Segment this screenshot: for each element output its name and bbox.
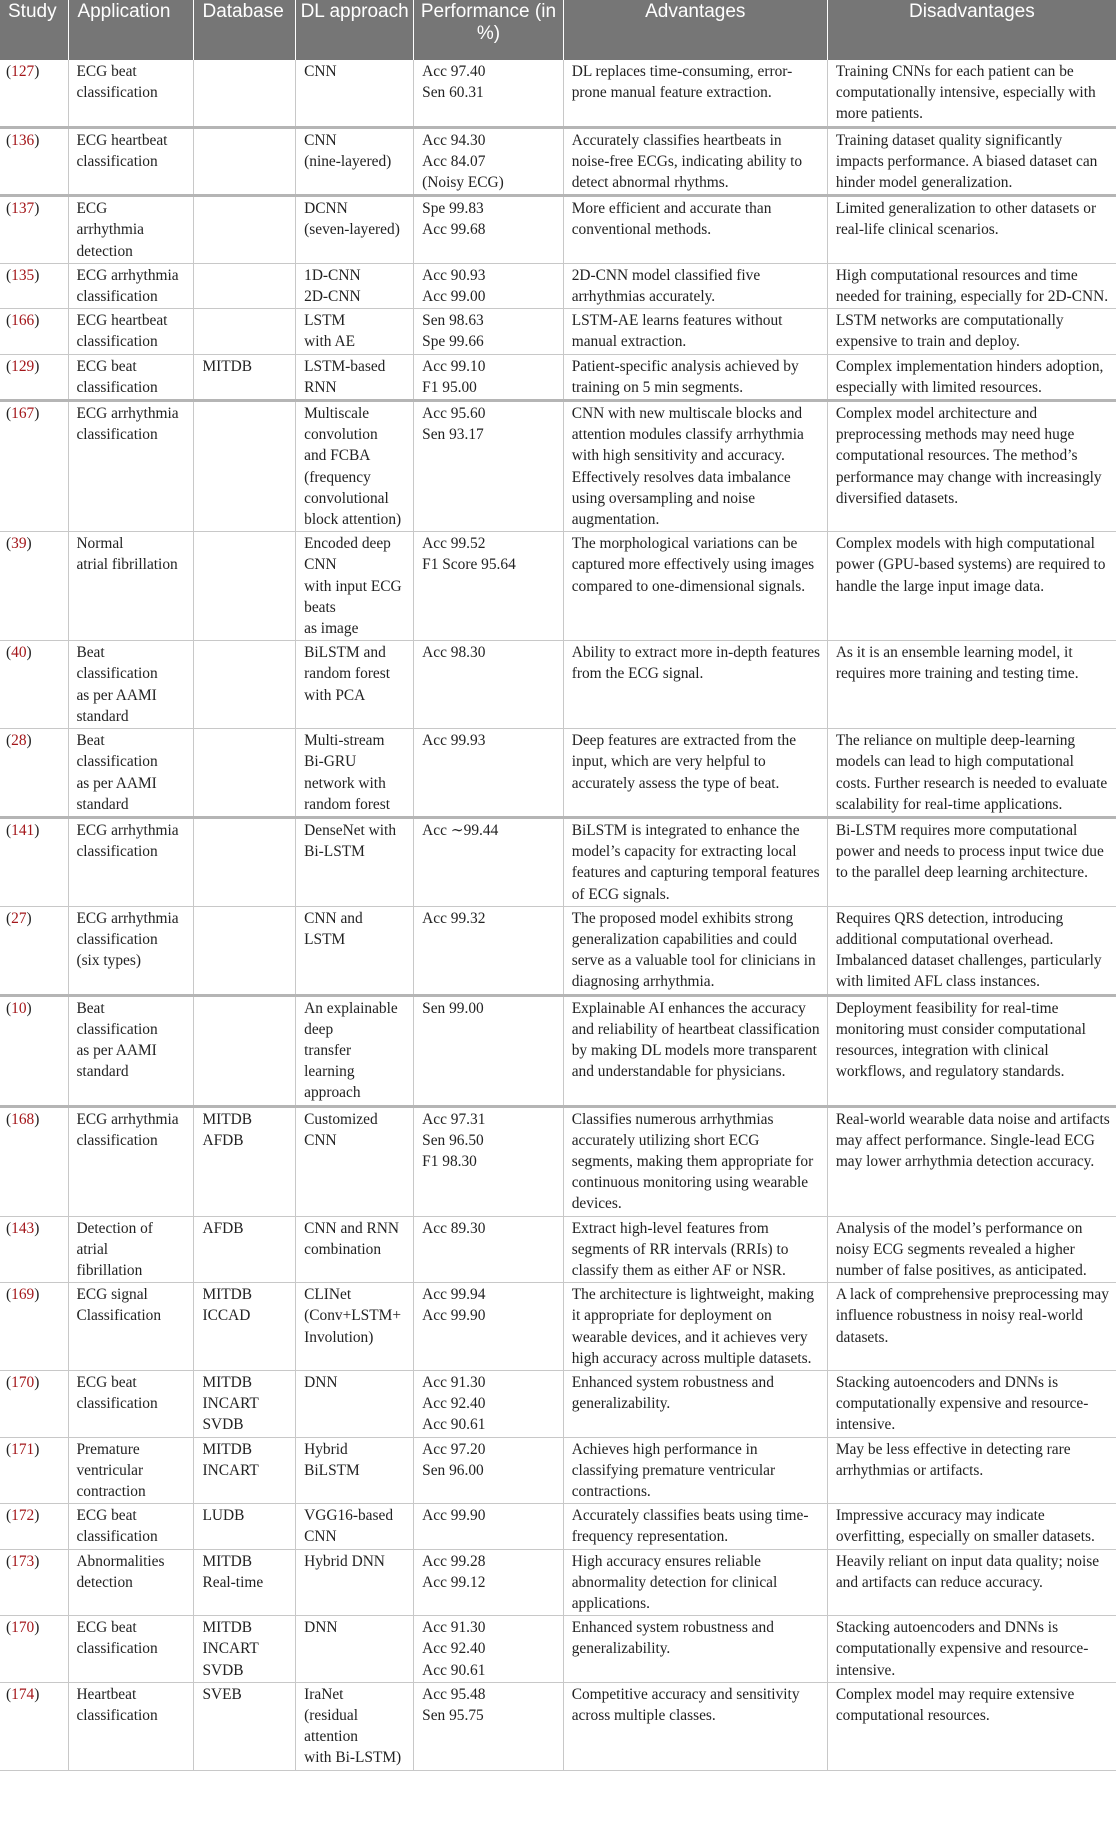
cell-advantages: Extract high-level features from segments of RR intervals (RRIs) to classify them as either AF or NSR. — [563, 1216, 827, 1283]
cell-advantages: Competitive accuracy and sensitivity across multiple classes. — [563, 1682, 827, 1770]
cell-database — [194, 995, 296, 1106]
table-row — [0, 1549, 1116, 1616]
study-reference-link[interactable]: 169 — [11, 1286, 35, 1304]
cell-disadvantages: May be less effective in detecting rare arrhythmias or artifacts. — [827, 1437, 1116, 1504]
cell-disadvantages: LSTM networks are computationally expensive to train and deploy. — [827, 309, 1116, 354]
cell-study: (141) — [0, 817, 69, 906]
cell-database: MITDB INCART — [194, 1437, 296, 1504]
cell-application: Premature ventricular contraction — [69, 1437, 194, 1504]
cell-database — [194, 817, 296, 906]
cell-advantages: Ability to extract more in-depth features from the ECG signal. — [563, 641, 827, 729]
cell-disadvantages: Training CNNs for each patient can be computationally intensive, especially with more patients. — [827, 60, 1116, 127]
cell-dl-approach: CNN and RNN combination — [296, 1216, 414, 1283]
cell-advantages: Achieves high performance in classifying premature ventricular contractions. — [563, 1437, 827, 1504]
cell-study: (129) — [0, 354, 69, 400]
table-row — [0, 401, 1116, 532]
cell-dl-approach: DCNN (seven-layered) — [296, 196, 414, 264]
table-row — [0, 1216, 1116, 1283]
cell-performance: Sen 99.00 — [414, 995, 564, 1106]
table-row — [0, 60, 1116, 127]
cell-study: (39) — [0, 532, 69, 641]
table-row — [0, 729, 1116, 818]
table-row — [0, 817, 1116, 906]
cell-disadvantages: Stacking autoencoders and DNNs is computationally expensive and resource-intensive. — [827, 1616, 1116, 1683]
header-application: Application — [69, 0, 194, 60]
study-reference-link[interactable]: 27 — [11, 909, 27, 927]
cell-performance: Acc 99.52 F1 Score 95.64 — [414, 532, 564, 641]
cell-performance: Acc 99.94 Acc 99.90 — [414, 1283, 564, 1371]
cell-application: Heartbeat classification — [69, 1682, 194, 1770]
cell-application: ECG arrhythmia classification — [69, 401, 194, 532]
study-reference-link[interactable]: 173 — [11, 1552, 35, 1570]
cell-disadvantages: Limited generalization to other datasets or real-life clinical scenarios. — [827, 196, 1116, 264]
cell-application: Detection of atrial fibrillation — [69, 1216, 194, 1283]
cell-application: ECG beat classification — [69, 60, 194, 127]
study-reference-link[interactable]: 141 — [11, 821, 35, 839]
cell-disadvantages: Complex model architecture and preprocessing methods may need huge computational resources. The method’s performance may change with increasingly diversified datasets. — [827, 401, 1116, 532]
cell-dl-approach: LSTM-based RNN — [296, 354, 414, 400]
table-row — [0, 1616, 1116, 1683]
cell-application: ECG arrhythmia classification (six types) — [69, 906, 194, 995]
cell-advantages: Accurately classifies beats using time-frequency representation. — [563, 1504, 827, 1549]
header-advantages: Advantages — [563, 0, 827, 60]
cell-application: Abnormalities detection — [69, 1549, 194, 1616]
table-row — [0, 641, 1116, 729]
cell-disadvantages: Training dataset quality significantly impacts performance. A biased dataset can hinder model generalization. — [827, 127, 1116, 196]
cell-study: (40) — [0, 641, 69, 729]
cell-dl-approach: Hybrid BiLSTM — [296, 1437, 414, 1504]
cell-study: (174) — [0, 1682, 69, 1770]
cell-dl-approach: IraNet (residual attention with Bi-LSTM) — [296, 1682, 414, 1770]
study-reference-link[interactable]: 168 — [11, 1110, 35, 1128]
cell-performance: Acc 94.30 Acc 84.07 (Noisy ECG) — [414, 127, 564, 196]
cell-dl-approach: CNN and LSTM — [296, 906, 414, 995]
cell-disadvantages: Bi-LSTM requires more computational power and needs to process input twice due to the parallel deep learning architecture. — [827, 817, 1116, 906]
cell-disadvantages: High computational resources and time needed for training, especially for 2D-CNN. — [827, 263, 1116, 308]
cell-advantages: The proposed model exhibits strong generalization capabilities and could serve as a valuable tool for clinicians in diagnosing arrhythmia. — [563, 906, 827, 995]
cell-study: (173) — [0, 1549, 69, 1616]
cell-study: (170) — [0, 1370, 69, 1437]
cell-dl-approach: Hybrid DNN — [296, 1549, 414, 1616]
cell-advantages: High accuracy ensures reliable abnormality detection for clinical applications. — [563, 1549, 827, 1616]
study-reference-link[interactable]: 166 — [11, 312, 35, 330]
table-row — [0, 1682, 1116, 1770]
cell-advantages: LSTM-AE learns features without manual extraction. — [563, 309, 827, 354]
header-disadvantages: Disadvantages — [827, 0, 1116, 60]
cell-advantages: Enhanced system robustness and generalizability. — [563, 1370, 827, 1437]
study-reference-link[interactable]: 40 — [11, 644, 27, 662]
cell-dl-approach: BiLSTM and random forest with PCA — [296, 641, 414, 729]
cell-dl-approach: DNN — [296, 1370, 414, 1437]
cell-performance: Acc 91.30 Acc 92.40 Acc 90.61 — [414, 1370, 564, 1437]
cell-dl-approach: Encoded deep CNN with input ECG beats as image — [296, 532, 414, 641]
study-reference-link[interactable]: 129 — [11, 357, 35, 375]
cell-performance: Acc 97.40 Sen 60.31 — [414, 60, 564, 127]
cell-performance: Acc ∼99.44 — [414, 817, 564, 906]
cell-advantages: Enhanced system robustness and generalizability. — [563, 1616, 827, 1683]
cell-database — [194, 401, 296, 532]
cell-application: ECG beat classification — [69, 1616, 194, 1683]
cell-performance: Acc 90.93 Acc 99.00 — [414, 263, 564, 308]
table-row — [0, 1106, 1116, 1216]
cell-database: SVEB — [194, 1682, 296, 1770]
header-database: Database — [194, 0, 296, 60]
cell-performance: Acc 97.31 Sen 96.50 F1 98.30 — [414, 1106, 564, 1216]
cell-study: (167) — [0, 401, 69, 532]
cell-disadvantages: Complex model may require extensive computational resources. — [827, 1682, 1116, 1770]
cell-dl-approach: CNN (nine-layered) — [296, 127, 414, 196]
header-row — [0, 0, 1116, 60]
cell-advantages: DL replaces time-consuming, error-prone manual feature extraction. — [563, 60, 827, 127]
cell-dl-approach: DenseNet with Bi-LSTM — [296, 817, 414, 906]
study-reference-link[interactable]: 143 — [11, 1219, 35, 1237]
cell-dl-approach: CNN — [296, 60, 414, 127]
cell-application: ECG beat classification — [69, 354, 194, 400]
cell-study: (170) — [0, 1616, 69, 1683]
cell-performance: Acc 91.30 Acc 92.40 Acc 90.61 — [414, 1616, 564, 1683]
cell-application: Normal atrial fibrillation — [69, 532, 194, 641]
table-row — [0, 309, 1116, 354]
study-reference-link[interactable]: 137 — [11, 200, 35, 218]
cell-advantages: Patient-specific analysis achieved by training on 5 min segments. — [563, 354, 827, 400]
cell-database: MITDB INCART SVDB — [194, 1616, 296, 1683]
table-row — [0, 1370, 1116, 1437]
cell-performance: Acc 99.90 — [414, 1504, 564, 1549]
table-row — [0, 995, 1116, 1106]
cell-advantages: Deep features are extracted from the input, which are very helpful to accurately assess the type of beat. — [563, 729, 827, 818]
cell-performance: Spe 99.83 Acc 99.68 — [414, 196, 564, 264]
cell-dl-approach: Multiscale convolution and FCBA (frequency convolutional block attention) — [296, 401, 414, 532]
cell-database: MITDB — [194, 354, 296, 400]
cell-application: ECG arrhythmia classification — [69, 1106, 194, 1216]
cell-application: Beat classification as per AAMI standard — [69, 641, 194, 729]
cell-advantages: 2D-CNN model classified five arrhythmias accurately. — [563, 263, 827, 308]
study-reference-link[interactable]: 10 — [11, 999, 27, 1017]
cell-database: MITDB ICCAD — [194, 1283, 296, 1371]
cell-database — [194, 532, 296, 641]
cell-study: (27) — [0, 906, 69, 995]
cell-performance: Acc 95.48 Sen 95.75 — [414, 1682, 564, 1770]
study-reference-link[interactable]: 167 — [11, 405, 35, 423]
table-row — [0, 354, 1116, 400]
cell-application: ECG heartbeat classification — [69, 309, 194, 354]
cell-advantages: Accurately classifies heartbeats in noise-free ECGs, indicating ability to detect abnormal rhythms. — [563, 127, 827, 196]
cell-advantages: Explainable AI enhances the accuracy and reliability of heartbeat classification by making DL models more transparent and understandable for physicians. — [563, 995, 827, 1106]
study-reference-link[interactable]: 127 — [11, 63, 35, 80]
header-performance: Performance (in %) — [414, 0, 564, 60]
cell-disadvantages: Stacking autoencoders and DNNs is computationally expensive and resource-intensive. — [827, 1370, 1116, 1437]
cell-disadvantages: Requires QRS detection, introducing additional computational overhead. Imbalanced dataset challenges, particularly with limited AFL class instances. — [827, 906, 1116, 995]
cell-study: (166) — [0, 309, 69, 354]
study-reference-link[interactable]: 39 — [11, 535, 27, 553]
cell-study: (10) — [0, 995, 69, 1106]
study-reference-link[interactable]: 136 — [11, 131, 35, 149]
table-row — [0, 906, 1116, 995]
cell-application: ECG heartbeat classification — [69, 127, 194, 196]
cell-study: (135) — [0, 263, 69, 308]
cell-database — [194, 196, 296, 264]
cell-study: (136) — [0, 127, 69, 196]
cell-database — [194, 729, 296, 818]
cell-dl-approach: Customized CNN — [296, 1106, 414, 1216]
cell-disadvantages: Real-world wearable data noise and artifacts may affect performance. Single-lead ECG may lower arrhythmia detection accuracy. — [827, 1106, 1116, 1216]
cell-application: ECG arrhythmia classification — [69, 817, 194, 906]
cell-performance: Acc 97.20 Sen 96.00 — [414, 1437, 564, 1504]
cell-database — [194, 127, 296, 196]
cell-application: ECG signal Classification — [69, 1283, 194, 1371]
table-row — [0, 1283, 1116, 1371]
cell-dl-approach: An explainable deep transfer learning approach — [296, 995, 414, 1106]
cell-application: Beat classification as per AAMI standard — [69, 729, 194, 818]
cell-performance: Acc 95.60 Sen 93.17 — [414, 401, 564, 532]
cell-database: AFDB — [194, 1216, 296, 1283]
cell-disadvantages: Deployment feasibility for real-time monitoring must consider computational resources, integration with clinical workflows, and regulatory standards. — [827, 995, 1116, 1106]
cell-study: (137) — [0, 196, 69, 264]
cell-study: (172) — [0, 1504, 69, 1549]
table-body — [0, 60, 1116, 1770]
table-row — [0, 263, 1116, 308]
cell-disadvantages: Complex models with high computational power (GPU-based systems) are required to handle the large input image data. — [827, 532, 1116, 641]
cell-performance: Acc 99.10 F1 95.00 — [414, 354, 564, 400]
header-study: Study — [0, 0, 69, 60]
cell-disadvantages: Heavily reliant on input data quality; noise and artifacts can reduce accuracy. — [827, 1549, 1116, 1616]
cell-application: ECG arrhythmia detection — [69, 196, 194, 264]
cell-performance: Acc 89.30 — [414, 1216, 564, 1283]
cell-dl-approach: 1D-CNN 2D-CNN — [296, 263, 414, 308]
cell-performance: Acc 99.28 Acc 99.12 — [414, 1549, 564, 1616]
cell-performance: Acc 98.30 — [414, 641, 564, 729]
cell-database: MITDB AFDB — [194, 1106, 296, 1216]
table-row — [0, 1504, 1116, 1549]
cell-database — [194, 309, 296, 354]
cell-advantages: BiLSTM is integrated to enhance the model’s capacity for extracting local features and capturing temporal features of ECG signals. — [563, 817, 827, 906]
cell-study: (169) — [0, 1283, 69, 1371]
study-reference-link[interactable]: 170 — [11, 1373, 35, 1391]
cell-advantages: Classifies numerous arrhythmias accurately utilizing short ECG segments, making them appropriate for continuous monitoring using wearable devices. — [563, 1106, 827, 1216]
cell-disadvantages: The reliance on multiple deep-learning models can lead to high computational costs. Further research is needed to evaluate scalability for real-time applications. — [827, 729, 1116, 818]
cell-study: (168) — [0, 1106, 69, 1216]
table-row — [0, 532, 1116, 641]
cell-disadvantages: A lack of comprehensive preprocessing may influence robustness in noisy real-world datasets. — [827, 1283, 1116, 1371]
cell-disadvantages: Complex implementation hinders adoption, especially with limited resources. — [827, 354, 1116, 400]
study-reference-link[interactable]: 28 — [11, 732, 27, 750]
table-row — [0, 1437, 1116, 1504]
cell-study: (171) — [0, 1437, 69, 1504]
study-reference-link[interactable]: 174 — [11, 1685, 35, 1703]
cell-application: ECG beat classification — [69, 1370, 194, 1437]
cell-performance: Acc 99.32 — [414, 906, 564, 995]
cell-dl-approach: VGG16-based CNN — [296, 1504, 414, 1549]
cell-application: Beat classification as per AAMI standard — [69, 995, 194, 1106]
cell-study: (28) — [0, 729, 69, 818]
cell-database — [194, 906, 296, 995]
cell-dl-approach: CLINet (Conv+LSTM+ Involution) — [296, 1283, 414, 1371]
cell-application: ECG arrhythmia classification — [69, 263, 194, 308]
cell-database — [194, 60, 296, 127]
header-dl-approach: DL approach — [296, 0, 414, 60]
cell-database: MITDB Real-time — [194, 1549, 296, 1616]
study-reference-link[interactable]: 172 — [11, 1507, 35, 1525]
cell-disadvantages: Analysis of the model’s performance on noisy ECG segments revealed a higher number of false positives, as anticipated. — [827, 1216, 1116, 1283]
study-reference-link[interactable]: 170 — [11, 1619, 35, 1637]
cell-study: (143) — [0, 1216, 69, 1283]
cell-database: LUDB — [194, 1504, 296, 1549]
cell-advantages: CNN with new multiscale blocks and attention modules classify arrhythmia with high sensitivity and accuracy. Effectively resolves data imbalance using oversampling and noise augmentation. — [563, 401, 827, 532]
cell-performance: Acc 99.93 — [414, 729, 564, 818]
study-reference-link[interactable]: 135 — [11, 266, 35, 284]
cell-dl-approach: DNN — [296, 1616, 414, 1683]
cell-dl-approach: LSTM with AE — [296, 309, 414, 354]
cell-database — [194, 263, 296, 308]
cell-advantages: More efficient and accurate than conventional methods. — [563, 196, 827, 264]
cell-database: MITDB INCART SVDB — [194, 1370, 296, 1437]
table-row — [0, 127, 1116, 196]
cell-study: (127) — [0, 60, 69, 127]
cell-application: ECG beat classification — [69, 1504, 194, 1549]
cell-dl-approach: Multi-stream Bi-GRU network with random forest — [296, 729, 414, 818]
cell-disadvantages: As it is an ensemble learning model, it requires more training and testing time. — [827, 641, 1116, 729]
cell-advantages: The architecture is lightweight, making it appropriate for deployment on wearable devices, and it achieves very high accuracy across multiple datasets. — [563, 1283, 827, 1371]
cell-advantages: The morphological variations can be captured more effectively using images compared to one-dimensional signals. — [563, 532, 827, 641]
cell-performance: Sen 98.63 Spe 99.66 — [414, 309, 564, 354]
table-row — [0, 196, 1116, 264]
cell-disadvantages: Impressive accuracy may indicate overfitting, especially on smaller datasets. — [827, 1504, 1116, 1549]
study-reference-link[interactable]: 171 — [11, 1440, 35, 1458]
cell-database — [194, 641, 296, 729]
